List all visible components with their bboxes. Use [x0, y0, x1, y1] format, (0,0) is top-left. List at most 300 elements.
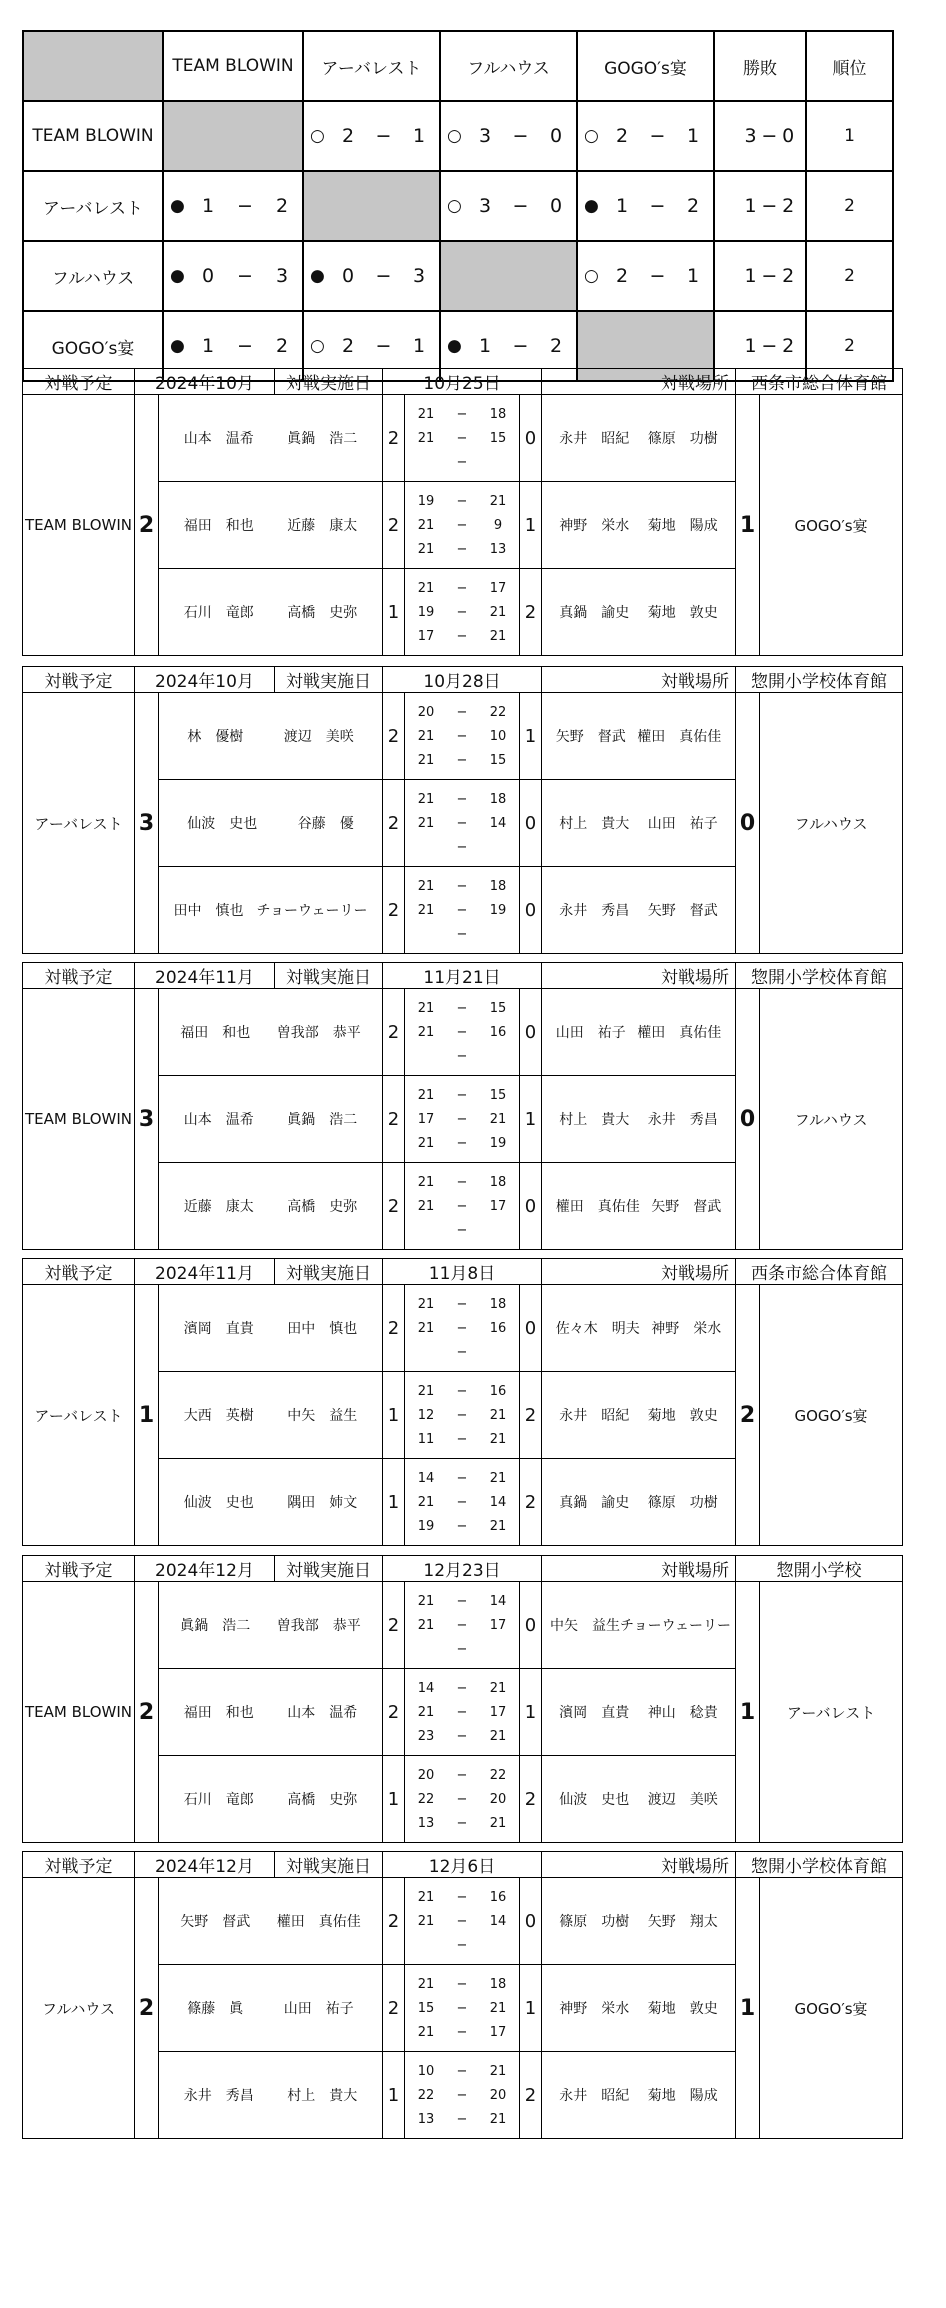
- standings-self-cell: [440, 241, 577, 311]
- game-score-line: [405, 1516, 519, 1536]
- venue-label: 対戦場所: [542, 1259, 736, 1285]
- right-pair: [542, 482, 736, 569]
- game-scores: [405, 1669, 520, 1756]
- game-score-left: 12: [417, 1407, 435, 1423]
- standings-row: [23, 171, 893, 241]
- game-score-left: 10: [417, 2063, 435, 2079]
- player-name: 矢野 翔太: [647, 1914, 718, 1930]
- right-games-won: 0: [520, 989, 542, 1076]
- left-pair: [159, 395, 383, 482]
- game-score-line: [405, 1046, 519, 1066]
- left-pair-names: [159, 726, 382, 746]
- game-score-left: 21: [417, 1296, 435, 1312]
- left-games-won: 2: [383, 867, 405, 954]
- score-against: 2: [782, 265, 795, 287]
- game-score-right: 14: [489, 1494, 507, 1510]
- player-name: 菊地 陽成: [647, 2088, 718, 2104]
- game-scores: [405, 867, 520, 954]
- score-for: 1: [744, 265, 757, 287]
- game-score-right: 18: [489, 878, 507, 894]
- right-pair-names: [542, 1911, 735, 1931]
- game-score-left: 21: [417, 1593, 435, 1609]
- standings-result-cell: [440, 101, 577, 171]
- left-pair: [159, 1582, 383, 1669]
- score-pair: [441, 335, 576, 357]
- score-for: 3: [744, 125, 757, 147]
- score-for: 1: [744, 195, 757, 217]
- game-score-left: 20: [417, 704, 435, 720]
- game-score-dash: −: [456, 878, 468, 894]
- player-name: 田中 慎也: [287, 1321, 358, 1337]
- game-score-dash: −: [456, 752, 468, 768]
- left-pair-names: [159, 1196, 382, 1216]
- left-pair-names: [159, 1405, 382, 1425]
- game-score-left: 21: [417, 728, 435, 744]
- left-pair: [159, 569, 383, 656]
- game-score-line: [405, 1172, 519, 1192]
- game-score-line: [405, 1911, 519, 1931]
- game-score-right: 17: [489, 580, 507, 596]
- schedule-label: 対戦予定: [23, 1259, 135, 1285]
- standings-result-cell: [577, 171, 714, 241]
- left-games-won: 1: [383, 569, 405, 656]
- right-pair: [542, 1076, 736, 1163]
- standings-record-cell: [714, 171, 806, 241]
- right-pair-names: [542, 1405, 735, 1425]
- game-scores: [405, 780, 520, 867]
- left-pair: [159, 2052, 383, 2139]
- match-month: 2024年10月: [135, 369, 275, 395]
- game-score-left: 22: [417, 2087, 435, 2103]
- game-score-line: [405, 1813, 519, 1833]
- right-pair-names: [542, 428, 735, 448]
- standings-rank: 2: [806, 311, 893, 381]
- game-scores: [405, 1163, 520, 1250]
- game-score-right: 21: [489, 1728, 507, 1744]
- match-month: 2024年12月: [135, 1556, 275, 1582]
- score-pair: [441, 195, 576, 217]
- game-score-dash: −: [456, 1617, 468, 1633]
- standings-result-cell: [577, 101, 714, 171]
- score-for: 0: [201, 265, 215, 287]
- result-mark: ●: [170, 196, 185, 216]
- left-games-won: 2: [383, 1076, 405, 1163]
- schedule-label: 対戦予定: [23, 369, 135, 395]
- match-month: 2024年10月: [135, 667, 275, 693]
- match-date: 12月6日: [383, 1852, 542, 1878]
- sub-match-row: [23, 693, 903, 780]
- game-score-dash: −: [456, 1048, 468, 1064]
- right-pair: [542, 1163, 736, 1250]
- match-month: 2024年11月: [135, 1259, 275, 1285]
- match-date: 12月23日: [383, 1556, 542, 1582]
- game-score-right: 17: [489, 1617, 507, 1633]
- game-score-line: [405, 876, 519, 896]
- player-name: 渡辺 美咲: [647, 1792, 718, 1808]
- game-score-left: 23: [417, 1728, 435, 1744]
- player-name: 永井 昭紀: [559, 2088, 630, 2104]
- player-name: 菊地 敦史: [647, 605, 718, 621]
- player-name: 大西 英樹: [183, 1408, 254, 1424]
- result-mark: ●: [310, 266, 325, 286]
- game-score-list: [405, 1381, 519, 1449]
- game-score-line: [405, 1342, 519, 1362]
- score-dash: −: [375, 335, 392, 357]
- standings-team-name: フルハウス: [23, 241, 163, 311]
- left-pair-names: [159, 515, 382, 535]
- standings-header-cell: GOGO′s宴: [577, 31, 714, 101]
- player-name: 高橋 史弥: [287, 1199, 358, 1215]
- score-for: 2: [341, 125, 355, 147]
- standings-header-cell: 順位: [806, 31, 893, 101]
- game-score-right: 19: [489, 1135, 507, 1151]
- match-venue: 惣開小学校: [736, 1556, 903, 1582]
- player-name: 中矢 益生: [550, 1618, 621, 1634]
- right-pair: [542, 1878, 736, 1965]
- score-dash: −: [512, 125, 529, 147]
- game-score-dash: −: [456, 604, 468, 620]
- player-name: 矢野 督武: [180, 1914, 251, 1930]
- held-date-label: 対戦実施日: [275, 1556, 383, 1582]
- score-against: 3: [412, 265, 426, 287]
- game-score-line: [405, 702, 519, 722]
- game-score-right: 21: [489, 1518, 507, 1534]
- player-name: 山本 温希: [183, 431, 254, 447]
- left-games-won: 2: [383, 1582, 405, 1669]
- game-scores: [405, 569, 520, 656]
- game-score-dash: −: [456, 815, 468, 831]
- game-score-left: 21: [417, 1617, 435, 1633]
- game-scores: [405, 2052, 520, 2139]
- player-name: 矢野 督武: [651, 1199, 722, 1215]
- game-score-left: 21: [417, 1000, 435, 1016]
- player-name: 山田 祐子: [555, 1025, 626, 1041]
- match-date: 10月25日: [383, 369, 542, 395]
- standings-result-cell: [303, 241, 440, 311]
- standings-rank: 1: [806, 101, 893, 171]
- game-score-dash: −: [456, 1000, 468, 1016]
- player-name: 濱岡 直貴: [183, 1321, 254, 1337]
- game-score-list: [405, 1172, 519, 1240]
- sub-match-row: [23, 1878, 903, 1965]
- left-pair: [159, 482, 383, 569]
- right-team-name: フルハウス: [760, 989, 903, 1250]
- standings-record-cell: [714, 101, 806, 171]
- left-games-won: 1: [383, 2052, 405, 2139]
- match-venue: 西条市総合体育館: [736, 1259, 903, 1285]
- player-name: 隅田 姉文: [287, 1495, 358, 1511]
- right-games-won: 2: [520, 1756, 542, 1843]
- score-dash: −: [512, 195, 529, 217]
- right-pair: [542, 1582, 736, 1669]
- game-score-right: 17: [489, 2024, 507, 2040]
- game-score-line: [405, 1591, 519, 1611]
- standings-corner-cell: [23, 31, 163, 101]
- game-score-left: 21: [417, 2024, 435, 2040]
- game-score-right: 22: [489, 704, 507, 720]
- game-score-dash: −: [456, 902, 468, 918]
- right-team-name: GOGO′s宴: [760, 395, 903, 656]
- game-score-list: [405, 404, 519, 472]
- score-for: 3: [478, 195, 492, 217]
- score-for: 2: [341, 335, 355, 357]
- standings-result-cell: [303, 101, 440, 171]
- game-score-dash: −: [456, 1198, 468, 1214]
- game-score-right: 21: [489, 1111, 507, 1127]
- match-block: [22, 1555, 903, 1843]
- player-name: 仙波 史也: [187, 816, 258, 832]
- score-for: 3: [478, 125, 492, 147]
- score-for: 1: [478, 335, 492, 357]
- left-pair-names: [159, 1318, 382, 1338]
- game-score-left: 22: [417, 1791, 435, 1807]
- right-games-won: 0: [520, 1582, 542, 1669]
- game-score-right: 18: [489, 406, 507, 422]
- player-name: 菊地 敦史: [647, 2001, 718, 2017]
- game-score-right: 19: [489, 902, 507, 918]
- game-score-list: [405, 789, 519, 857]
- standings-rank: 2: [806, 171, 893, 241]
- game-score-left: 21: [417, 517, 435, 533]
- right-games-won: 2: [520, 1459, 542, 1546]
- left-pair: [159, 1965, 383, 2052]
- left-team-total: 2: [135, 1878, 159, 2139]
- sub-match-row: [23, 1582, 903, 1669]
- standings-record-cell: [714, 241, 806, 311]
- left-games-won: 2: [383, 1285, 405, 1372]
- game-score-line: [405, 404, 519, 424]
- game-score-line: [405, 2022, 519, 2042]
- right-team-name: GOGO′s宴: [760, 1285, 903, 1546]
- right-pair-names: [542, 2085, 735, 2105]
- left-team-name: TEAM BLOWIN: [23, 989, 135, 1250]
- standings-self-cell: [303, 171, 440, 241]
- game-score-left: 21: [417, 752, 435, 768]
- left-pair: [159, 867, 383, 954]
- player-name: 神野 栄水: [559, 518, 630, 534]
- game-score-right: 10: [489, 728, 507, 744]
- game-score-right: 13: [489, 541, 507, 557]
- left-pair: [159, 989, 383, 1076]
- match-venue: 惣開小学校体育館: [736, 667, 903, 693]
- player-name: 福田 和也: [183, 518, 254, 534]
- game-score-dash: −: [456, 2087, 468, 2103]
- game-scores: [405, 1965, 520, 2052]
- left-pair: [159, 1372, 383, 1459]
- game-score-line: [405, 1765, 519, 1785]
- right-pair-names: [542, 1789, 735, 1809]
- game-score-line: [405, 1318, 519, 1338]
- game-score-right: 21: [489, 2000, 507, 2016]
- game-scores: [405, 693, 520, 780]
- game-score-line: [405, 1492, 519, 1512]
- game-score-line: [405, 1998, 519, 2018]
- game-score-left: 21: [417, 1704, 435, 1720]
- game-score-dash: −: [456, 1407, 468, 1423]
- player-name: チョーウェーリー: [620, 1618, 732, 1634]
- game-score-dash: −: [456, 704, 468, 720]
- left-pair: [159, 1459, 383, 1546]
- game-score-left: 14: [417, 1470, 435, 1486]
- score-dash: −: [761, 195, 778, 217]
- game-score-line: [405, 1639, 519, 1659]
- game-score-dash: −: [456, 1680, 468, 1696]
- game-score-list: [405, 1085, 519, 1153]
- player-name: 永井 秀昌: [559, 903, 630, 919]
- player-name: 山田 祐子: [647, 816, 718, 832]
- left-games-won: 2: [383, 989, 405, 1076]
- game-score-line: [405, 1702, 519, 1722]
- game-score-left: 13: [417, 1815, 435, 1831]
- game-score-dash: −: [456, 1518, 468, 1534]
- result-mark: ○: [310, 336, 325, 356]
- game-score-left: 21: [417, 878, 435, 894]
- game-scores: [405, 1582, 520, 1669]
- standings-team-name: GOGO′s宴: [23, 311, 163, 381]
- left-games-won: 2: [383, 482, 405, 569]
- game-score-left: 21: [417, 1174, 435, 1190]
- score-against: 0: [549, 195, 563, 217]
- game-score-line: [405, 1133, 519, 1153]
- right-team-total: 1: [736, 1878, 760, 2139]
- player-name: 高橋 史弥: [287, 605, 358, 621]
- score-for: 2: [615, 125, 629, 147]
- game-score-dash: −: [456, 1087, 468, 1103]
- right-pair-names: [542, 1318, 735, 1338]
- right-team-total: 0: [736, 693, 760, 954]
- game-score-dash: −: [456, 1767, 468, 1783]
- score-pair: [164, 195, 302, 217]
- game-score-list: [405, 578, 519, 646]
- game-score-dash: −: [456, 2063, 468, 2079]
- venue-label: 対戦場所: [542, 1556, 736, 1582]
- game-score-right: 15: [489, 1087, 507, 1103]
- right-pair: [542, 1965, 736, 2052]
- game-score-right: 21: [489, 1680, 507, 1696]
- player-name: 仙波 史也: [183, 1495, 254, 1511]
- player-name: 中矢 益生: [287, 1408, 358, 1424]
- score-dash: −: [761, 125, 778, 147]
- game-score-dash: −: [456, 2024, 468, 2040]
- score-pair: [715, 125, 805, 147]
- score-dash: −: [237, 335, 253, 357]
- game-score-dash: −: [456, 1937, 468, 1953]
- game-score-line: [405, 789, 519, 809]
- standings-row: [23, 241, 893, 311]
- game-score-right: 21: [489, 1407, 507, 1423]
- match-header-row: [23, 369, 903, 395]
- player-name: 神野 栄水: [559, 2001, 630, 2017]
- left-pair-names: [159, 2085, 382, 2105]
- right-team-total: 1: [736, 395, 760, 656]
- game-score-dash: −: [456, 1494, 468, 1510]
- left-pair: [159, 1076, 383, 1163]
- player-name: 神野 栄水: [651, 1321, 722, 1337]
- match-header-row: [23, 1556, 903, 1582]
- game-score-left: 21: [417, 1087, 435, 1103]
- right-games-won: 2: [520, 1372, 542, 1459]
- player-name: 權田 真佑佳: [637, 729, 722, 745]
- right-pair: [542, 1669, 736, 1756]
- score-dash: −: [649, 265, 666, 287]
- game-score-dash: −: [456, 454, 468, 470]
- score-against: 2: [549, 335, 563, 357]
- player-name: 福田 和也: [180, 1025, 251, 1041]
- right-pair-names: [542, 1109, 735, 1129]
- score-pair: [304, 125, 439, 147]
- score-for: 1: [744, 335, 757, 357]
- game-score-line: [405, 626, 519, 646]
- standings-team-name: アーバレスト: [23, 171, 163, 241]
- player-name: 曽我部 恭平: [276, 1025, 361, 1041]
- game-score-line: [405, 1468, 519, 1488]
- venue-label: 対戦場所: [542, 667, 736, 693]
- game-score-right: 20: [489, 2087, 507, 2103]
- game-score-line: [405, 2109, 519, 2129]
- game-score-dash: −: [456, 1641, 468, 1657]
- game-score-left: 21: [417, 1494, 435, 1510]
- score-pair: [304, 265, 439, 287]
- venue-label: 対戦場所: [542, 963, 736, 989]
- right-pair-names: [542, 1022, 735, 1042]
- game-score-dash: −: [456, 1296, 468, 1312]
- game-scores: [405, 395, 520, 482]
- right-pair-names: [542, 1196, 735, 1216]
- player-name: 篠原 功樹: [647, 431, 718, 447]
- game-score-list: [405, 1887, 519, 1955]
- right-pair: [542, 569, 736, 656]
- match-block: [22, 1851, 903, 2139]
- player-name: 權田 真佑佳: [637, 1025, 722, 1041]
- player-name: 村上 貴大: [559, 816, 630, 832]
- game-scores: [405, 989, 520, 1076]
- right-team-name: GOGO′s宴: [760, 1878, 903, 2139]
- game-score-right: 16: [489, 1383, 507, 1399]
- player-name: 篠原 功樹: [559, 1914, 630, 1930]
- game-score-line: [405, 1678, 519, 1698]
- game-score-dash: −: [456, 1976, 468, 1992]
- right-games-won: 0: [520, 1285, 542, 1372]
- left-pair: [159, 1285, 383, 1372]
- player-name: 渡辺 美咲: [283, 729, 354, 745]
- match-header-row: [23, 1259, 903, 1285]
- match-block: [22, 368, 903, 656]
- game-score-dash: −: [456, 1815, 468, 1831]
- game-score-left: 21: [417, 1198, 435, 1214]
- game-score-left: 20: [417, 1767, 435, 1783]
- game-score-dash: −: [456, 493, 468, 509]
- player-name: 村上 貴大: [559, 1112, 630, 1128]
- left-pair-names: [159, 1109, 382, 1129]
- result-mark: ○: [310, 126, 325, 146]
- right-pair-names: [542, 726, 735, 746]
- left-team-total: 2: [135, 1582, 159, 1843]
- game-score-dash: −: [456, 406, 468, 422]
- game-score-line: [405, 1615, 519, 1635]
- left-games-won: 2: [383, 1965, 405, 2052]
- game-score-line: [405, 2061, 519, 2081]
- score-dash: −: [649, 195, 666, 217]
- match-block: [22, 1258, 903, 1546]
- right-games-won: 0: [520, 395, 542, 482]
- game-score-right: 21: [489, 628, 507, 644]
- game-score-right: 21: [489, 2111, 507, 2127]
- player-name: 濱岡 直貴: [559, 1705, 630, 1721]
- game-score-line: [405, 837, 519, 857]
- score-against: 2: [782, 195, 795, 217]
- standings-self-cell: [163, 101, 303, 171]
- game-score-right: 21: [489, 1815, 507, 1831]
